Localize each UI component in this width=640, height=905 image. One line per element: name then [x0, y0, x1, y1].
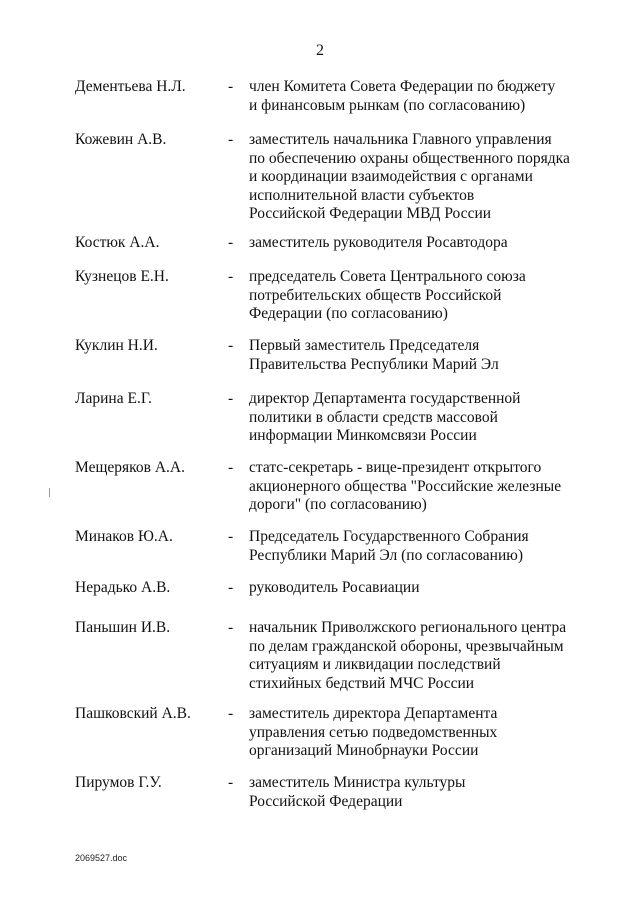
position-line: и финансовым рынкам (по согласованию) — [249, 96, 526, 114]
member-position — [249, 579, 579, 598]
position-line: акционерного общества "Российские железные — [249, 477, 562, 495]
member-name: Минаков Ю.А. — [75, 528, 173, 545]
member-position — [249, 234, 579, 253]
member-position — [249, 459, 579, 515]
member-position — [249, 774, 579, 811]
member-name: Паньшин И.В. — [75, 619, 171, 636]
position-line: Председатель Государственного Собрания — [249, 528, 529, 545]
position-line: стихийных бедствий МЧС России — [249, 674, 475, 692]
position-line: по делам гражданской обороны, чрезвычайным — [249, 637, 564, 655]
position-line: Российской Федерации — [249, 792, 403, 810]
separator-dash: - — [228, 337, 234, 354]
position-line: председатель Совета Центрального союза — [249, 268, 526, 285]
position-line: статс-секретарь - вице-президент открытого — [249, 459, 542, 476]
position-line: политики в области средств массовой — [249, 408, 498, 426]
member-name: Пирумов Г.У. — [75, 774, 162, 791]
member-name: Нерадько А.В. — [75, 579, 171, 596]
member-name: Дементьева Н.Л. — [75, 78, 186, 95]
separator-dash: - — [228, 579, 234, 596]
position-line: организаций Минобрнауки России — [249, 742, 479, 759]
member-name: Пашковский А.В. — [75, 705, 191, 722]
separator-dash: - — [228, 619, 234, 636]
separator-dash: - — [228, 774, 234, 791]
separator-dash: - — [228, 234, 234, 251]
position-line: Российской Федерации МВД России — [249, 205, 492, 222]
member-name: Костюк А.А. — [75, 234, 160, 251]
position-line: ситуациям и ликвидации последствий — [249, 656, 501, 673]
position-line: дороги" (по согласованию) — [249, 496, 427, 513]
position-line: заместитель директора Департамента — [249, 705, 498, 722]
separator-dash: - — [228, 268, 234, 285]
member-position — [249, 528, 579, 565]
position-line: директор Департамента государственной — [249, 390, 521, 407]
position-line: исполнительной власти субъектов — [249, 186, 475, 204]
member-name: Куклин Н.И. — [75, 337, 158, 354]
separator-dash: - — [228, 131, 234, 148]
member-position — [249, 268, 579, 324]
position-line: Первый заместитель Председателя — [249, 337, 480, 354]
position-line: начальник Приволжского регионального центра — [249, 619, 567, 636]
position-line: Республики Марий Эл (по согласованию) — [249, 546, 523, 564]
position-line: по обеспечению охраны общественного порядка — [249, 149, 570, 167]
page-number: 2 — [316, 42, 324, 59]
margin-mark — [49, 488, 50, 497]
member-name: Мещеряков А.А. — [75, 459, 185, 476]
position-line: информации Минкомсвязи России — [249, 427, 477, 444]
position-line: потребительских обществ Российской — [249, 286, 502, 304]
position-line: член Комитета Совета Федерации по бюджету — [249, 78, 556, 95]
position-line: заместитель начальника Главного управления — [249, 131, 552, 148]
position-line: и координации взаимодействия с органами — [249, 168, 533, 185]
member-name: Ларина Е.Г. — [75, 390, 152, 407]
separator-dash: - — [228, 390, 234, 407]
position-line: Правительства Республики Марий Эл — [249, 355, 499, 373]
member-position — [249, 337, 579, 374]
position-line: заместитель руководителя Росавтодора — [249, 234, 508, 251]
separator-dash: - — [228, 528, 234, 545]
member-position — [249, 131, 579, 224]
position-line: заместитель Министра культуры — [249, 774, 466, 791]
member-name: Кожевин А.В. — [75, 131, 167, 148]
position-line: Федерации (по согласованию) — [249, 305, 448, 322]
position-line: управления сетью подведомственных — [249, 723, 498, 741]
separator-dash: - — [228, 78, 234, 95]
member-position — [249, 390, 579, 446]
member-position — [249, 705, 579, 761]
document-filename: 2069527.doc — [75, 853, 128, 863]
member-position — [249, 78, 579, 115]
member-position — [249, 619, 579, 693]
separator-dash: - — [228, 705, 234, 722]
position-line: руководитель Росавиации — [249, 579, 420, 596]
separator-dash: - — [228, 459, 234, 476]
member-name: Кузнецов Е.Н. — [75, 268, 169, 285]
